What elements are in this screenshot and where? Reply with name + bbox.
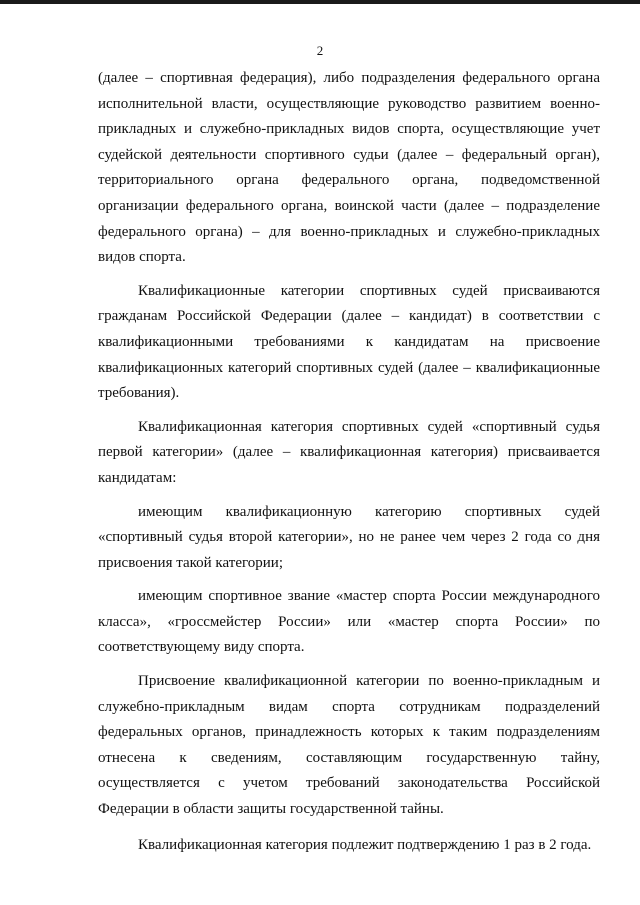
paragraph-4: имеющим квалификационную категорию спортивных судей «спортивный судья второй категории», но не ранее чем через 2 года со дня присвоения такой категории; bbox=[98, 503, 600, 571]
paragraph-5: имеющим спортивное звание «мастер спорта России международного класса», «гроссмейстер России» или «мастер спорта России» по соответствующему виду спорта. bbox=[98, 588, 600, 656]
top-border-line bbox=[0, 0, 640, 4]
paragraph-6: Присвоение квалификационной категории по военно-прикладным и служебно-прикладным видам спорта сотрудникам подразделений федеральных органов, принадлежность которых к таким подразделениям отнесена к сведениям, составляющим государственную тайну, осуществляется с учетом требований законодательства Российской Федерации в области защиты государственной тайны. bbox=[98, 673, 600, 818]
page-number: 2 bbox=[316, 43, 324, 58]
paragraph-3: Квалификационная категория спортивных судей «спортивный судья первой категории» (далее – квалификационная категория) присваивается кандидатам: bbox=[98, 418, 600, 486]
paragraph-1: (далее – спортивная федерация), либо подразделения федерального органа исполнительной власти, осуществляющие руководство развитием военно-прикладных и служебно-прикладных видов спорта, осуществляющие учет судейской деятельности спортивного судьи (далее – федеральный орган), территориального органа федерального органа, подведомственной организации федерального органа, воинской части (далее – подразделение федерального органа) – для военно-прикладных и служебно-прикладных видов спорта. bbox=[98, 70, 600, 266]
paragraph-2: Квалификационные категории спортивных судей присваиваются гражданам Российской Федерации (далее – кандидат) в соответствии с квалификационными требованиями к кандидатам на присвоение квалификационных категорий спортивных судей (далее – квалификационные требования). bbox=[98, 282, 600, 402]
paragraph-7: Квалификационная категория подлежит подтверждению 1 раз в 2 года. bbox=[138, 836, 592, 853]
document-body bbox=[98, 66, 600, 866]
